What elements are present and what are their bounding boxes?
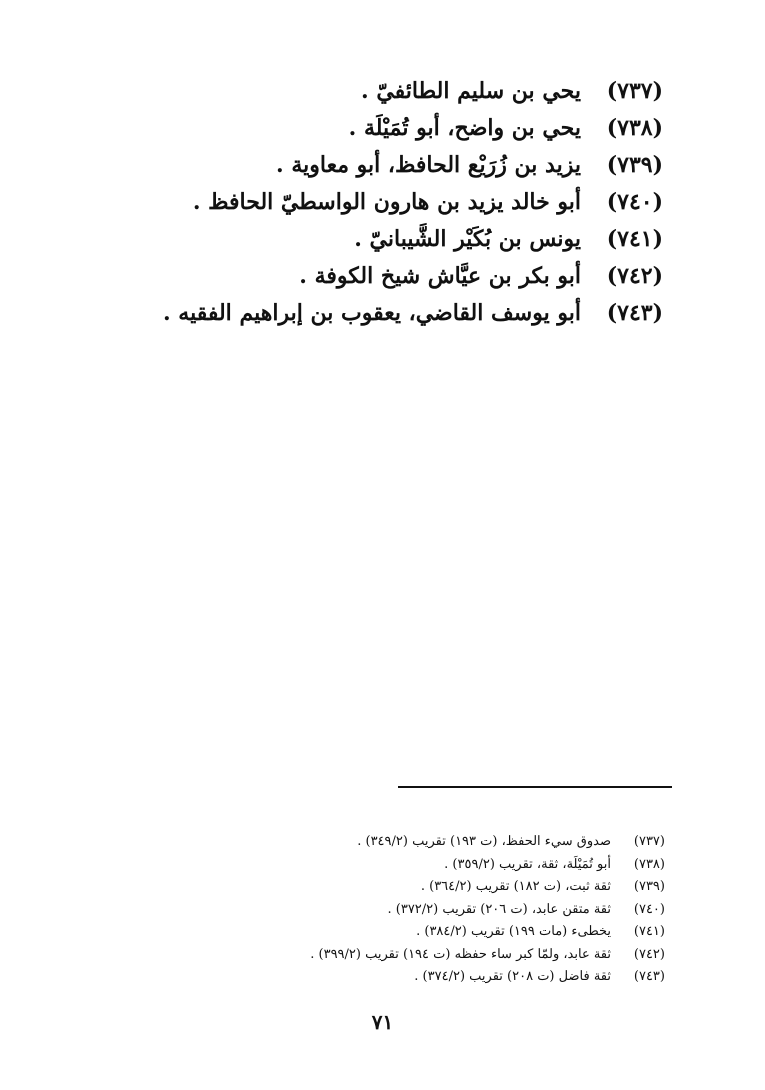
footnote-number: (٧٣٨) — [633, 856, 665, 872]
entry-740 — [103, 189, 663, 226]
footnote-739 — [105, 879, 665, 902]
footnote-text: ثقة ثبت، (ت ١٨٢) تقريب (٣٦٤/٢) . — [420, 879, 611, 894]
footnote-number: (٧٣٩) — [633, 879, 665, 894]
entries-list — [103, 78, 663, 337]
entry-text: أبو بكر بن عيَّاش شيخ الكوفة . — [299, 263, 581, 289]
footnote-740 — [105, 902, 665, 925]
footnote-742 — [105, 947, 665, 970]
entry-text: أبو يوسف القاضي، يعقوب بن إبراهيم الفقيه . — [162, 300, 581, 326]
entry-number: (٧٤٢) — [606, 263, 663, 289]
footnote-text: ثقة عابد، ولمّا كبر ساء حفظه (ت ١٩٤) تقريب (٣٩٩/٢) . — [310, 946, 611, 962]
entry-739 — [103, 152, 663, 189]
footnote-number: (٧٣٧) — [633, 834, 665, 849]
entry-number: (٧٤١) — [606, 226, 663, 252]
entry-number: (٧٣٨) — [606, 115, 663, 141]
entry-738 — [103, 115, 663, 152]
entry-number: (٧٣٧) — [606, 78, 663, 104]
footnote-743 — [105, 969, 665, 992]
footnote-number: (٧٤٣) — [633, 969, 665, 984]
entry-text: يحي بن سليم الطائفيّ . — [361, 78, 581, 104]
footnote-text: يخطىء (مات ١٩٩) تقريب (٣٨٤/٢) . — [416, 924, 611, 939]
footnote-text: ثقة متقن عابد، (ت ٢٠٦) تقريب (٣٧٢/٢) . — [387, 901, 611, 917]
footnotes-list — [105, 834, 665, 992]
entry-text: يحي بن واضح، أبو تُمَيْلَة . — [348, 115, 581, 141]
entry-number: (٧٣٩) — [606, 152, 663, 178]
entry-743 — [103, 300, 663, 337]
entry-text: أبو خالد يزيد بن هارون الواسطيّ الحافظ . — [192, 189, 581, 215]
footnote-737 — [105, 834, 665, 857]
entry-737 — [103, 78, 663, 115]
entry-text: يزيد بن زُرَيْع الحافظ، أبو معاوية . — [276, 152, 581, 178]
entry-number: (٧٤٠) — [606, 189, 663, 215]
entry-text: يونس بن بُكَيْر الشَّيبانيّ . — [354, 226, 581, 252]
entry-742 — [103, 263, 663, 300]
footnote-number: (٧٤٠) — [633, 901, 665, 917]
footnote-741 — [105, 924, 665, 947]
footnote-number: (٧٤٢) — [633, 946, 665, 962]
footnote-text: صدوق سيء الحفظ، (ت ١٩٣) تقريب (٣٤٩/٢) . — [357, 834, 611, 849]
page-number: ٧١ — [371, 1010, 394, 1034]
footnote-text: أبو تُمَيْلَة، ثقة، تقريب (٣٥٩/٢) . — [444, 856, 611, 872]
footnote-number: (٧٤١) — [633, 924, 665, 939]
footnote-text: ثقة فاضل (ت ٢٠٨) تقريب (٣٧٤/٢) . — [414, 969, 611, 984]
footnote-738 — [105, 857, 665, 880]
entry-741 — [103, 226, 663, 263]
entry-number: (٧٤٣) — [606, 300, 663, 326]
footnote-divider — [398, 786, 672, 788]
